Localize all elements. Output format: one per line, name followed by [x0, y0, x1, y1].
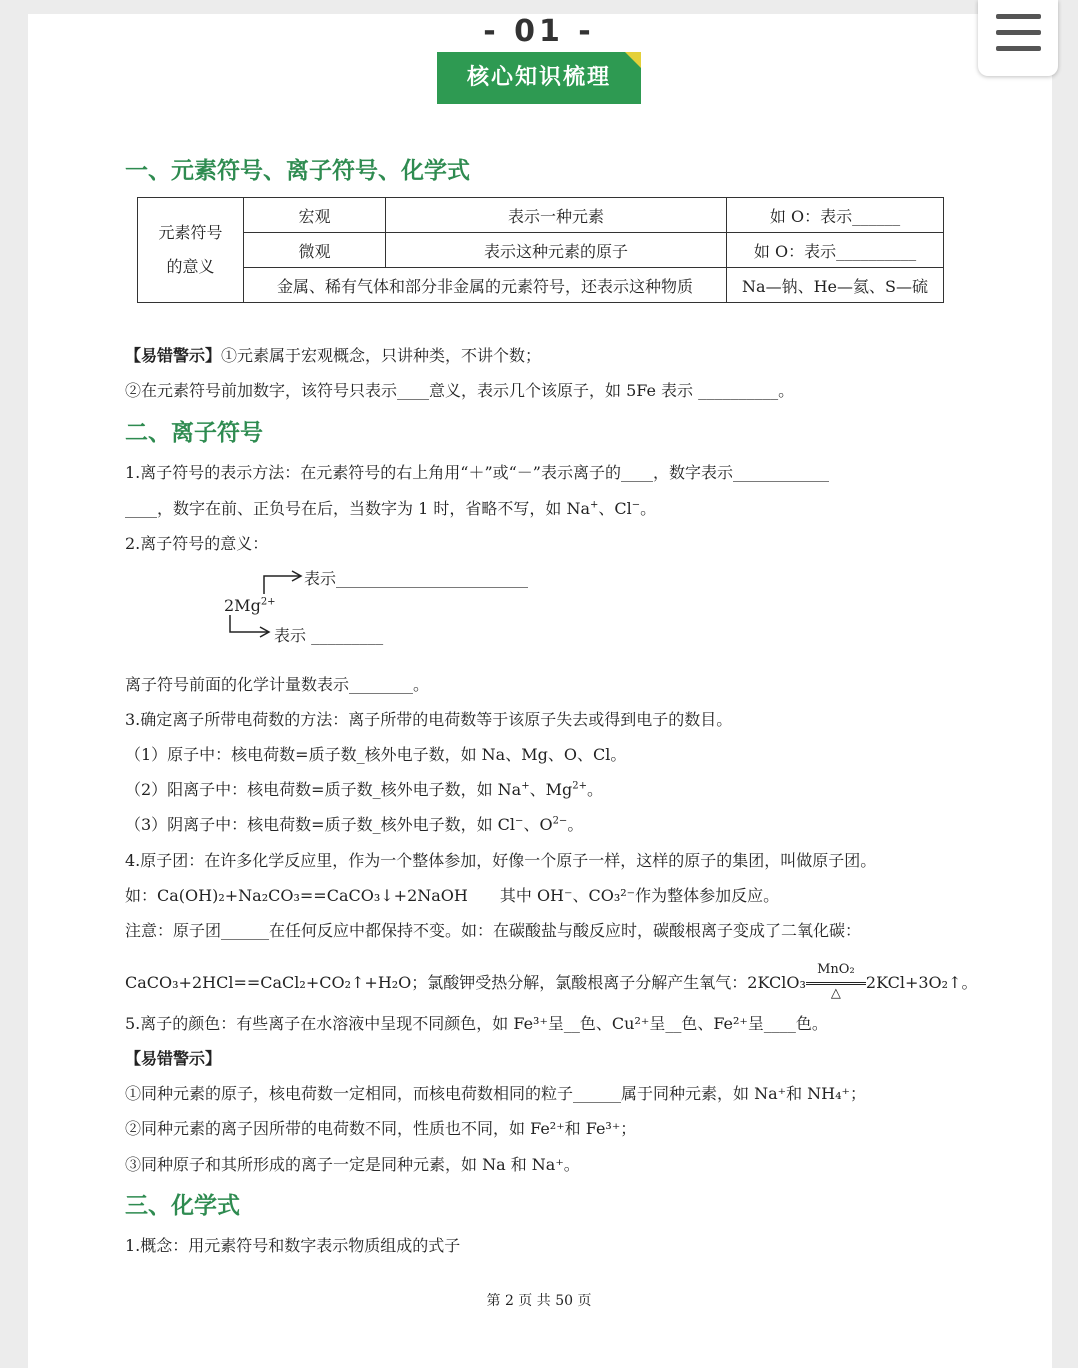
ion-meaning-diagram [220, 560, 620, 660]
text-line: ②同种元素的离子因所带的电荷数不同，性质也不同，如 Fe²⁺和 Fe³⁺； [125, 1119, 637, 1138]
table-cell: 表示这种元素的原子 [386, 233, 727, 268]
text-line: 3.确定离子所带电荷数的方法：离子所带的电荷数等于该原子失去或得到电子的数目。 [125, 710, 733, 729]
text-line: （2）阳离子中：核电荷数=质子数_核外电子数，如 Na+、$Mg^{2+}$。 [125, 780, 604, 799]
table-cell: 宏观 [244, 198, 386, 233]
equals-bar [806, 982, 866, 985]
text-line: 注意：原子团______在任何反应中都保持不变。如：在碳酸盐与酸反应时，碳酸根离子变成了二氧化碳： [125, 921, 862, 940]
banner-title: 核心知识梳理 [437, 52, 641, 104]
page-footer: 第 2 页 共 50 页 [486, 1293, 592, 1309]
text-line: 如：Ca(OH)₂+Na₂CO₃==CaCO₃↓+2NaOH 其中 OH⁻、CO₃²⁻作为整体参加反应。 [125, 886, 780, 905]
table-cell: Na—钠、He—氦、S—硫 [727, 268, 944, 303]
warning-line: 【易错警示】①元素属于宏观概念，只讲种类，不讲个数； [125, 346, 542, 365]
text-line: 4.原子团：在许多化学反应里，作为一个整体参加，好像一个原子一样，这样的原子的集团，叫做原子团。 [125, 851, 877, 870]
section2-heading: 二、离子符号 [125, 420, 263, 446]
element-symbol-table [137, 197, 944, 303]
section-number: - 01 - [483, 14, 595, 49]
warning-label: 【易错警示】 [125, 346, 222, 365]
text-line: ③同种原子和其所形成的离子一定是同种元素，如 Na 和 Na⁺。 [125, 1155, 580, 1174]
text-line: ①同种元素的原子，核电荷数一定相同，而核电荷数相同的粒子______属于同种元素，如 Na⁺和 NH₄⁺； [125, 1084, 866, 1103]
text-line: 1.离子符号的表示方法：在元素符号的右上角用“＋”或“－”表示离子的____，数字表示____________ [125, 463, 829, 482]
text-line: （3）阴离子中：核电荷数=质子数_核外电子数，如 Cl−、$O^{2-}$。 [125, 815, 584, 834]
banner-corner-decoration [625, 52, 641, 68]
table-cell: 如 O：表示__________ [727, 233, 944, 268]
table-cell: 金属、稀有气体和部分非金属的元素符号，还表示这种物质 [244, 268, 727, 303]
text-line: 1.概念：用元素符号和数字表示物质组成的式子 [125, 1236, 461, 1255]
section3-heading: 三、化学式 [125, 1193, 240, 1219]
text-line: 5.离子的颜色：有些离子在水溶液中呈现不同颜色，如 Fe³⁺呈__色、Cu²⁺呈__色、Fe²⁺呈____色。 [125, 1014, 828, 1033]
reaction-condition: MnO₂ △ [806, 982, 866, 985]
text-line: 2.离子符号的意义： [125, 534, 269, 553]
diagram-upper-label: 表示________________________ [304, 569, 529, 588]
text-line: （1）原子中：核电荷数=质子数_核外电子数，如 Na、Mg、O、Cl。 [125, 745, 627, 764]
diagram-lower-label: 表示 _________ [274, 626, 384, 645]
text-line: ____，数字在前、正负号在后，当数字为 1 时，省略不写，如 Na+、Cl−。 [125, 499, 657, 518]
table-cell: 如 O：表示______ [727, 198, 944, 233]
text-line: 离子符号前面的化学计量数表示________。 [125, 675, 430, 694]
section1-heading: 一、元素符号、离子符号、化学式 [125, 158, 470, 184]
text-line: CaCO₃+2HCl==CaCl₂+CO₂↑+H₂O；氯酸钾受热分解，氯酸根离子分解产生氧气：2KClO₃ MnO₂ △ 2KCl+3O₂↑。 [125, 962, 978, 1001]
warning-label: 【易错警示】 [125, 1049, 222, 1068]
ion-symbol: $2Mg^{2+}$ [224, 596, 276, 615]
table-cell: 微观 [244, 233, 386, 268]
table-row-header: 元素符号 的意义 [138, 198, 244, 303]
text-line: ②在元素符号前加数字，该符号只表示____意义，表示几个该原子，如 5Fe 表示 __________。 [125, 381, 795, 400]
table-cell: 表示一种元素 [386, 198, 727, 233]
